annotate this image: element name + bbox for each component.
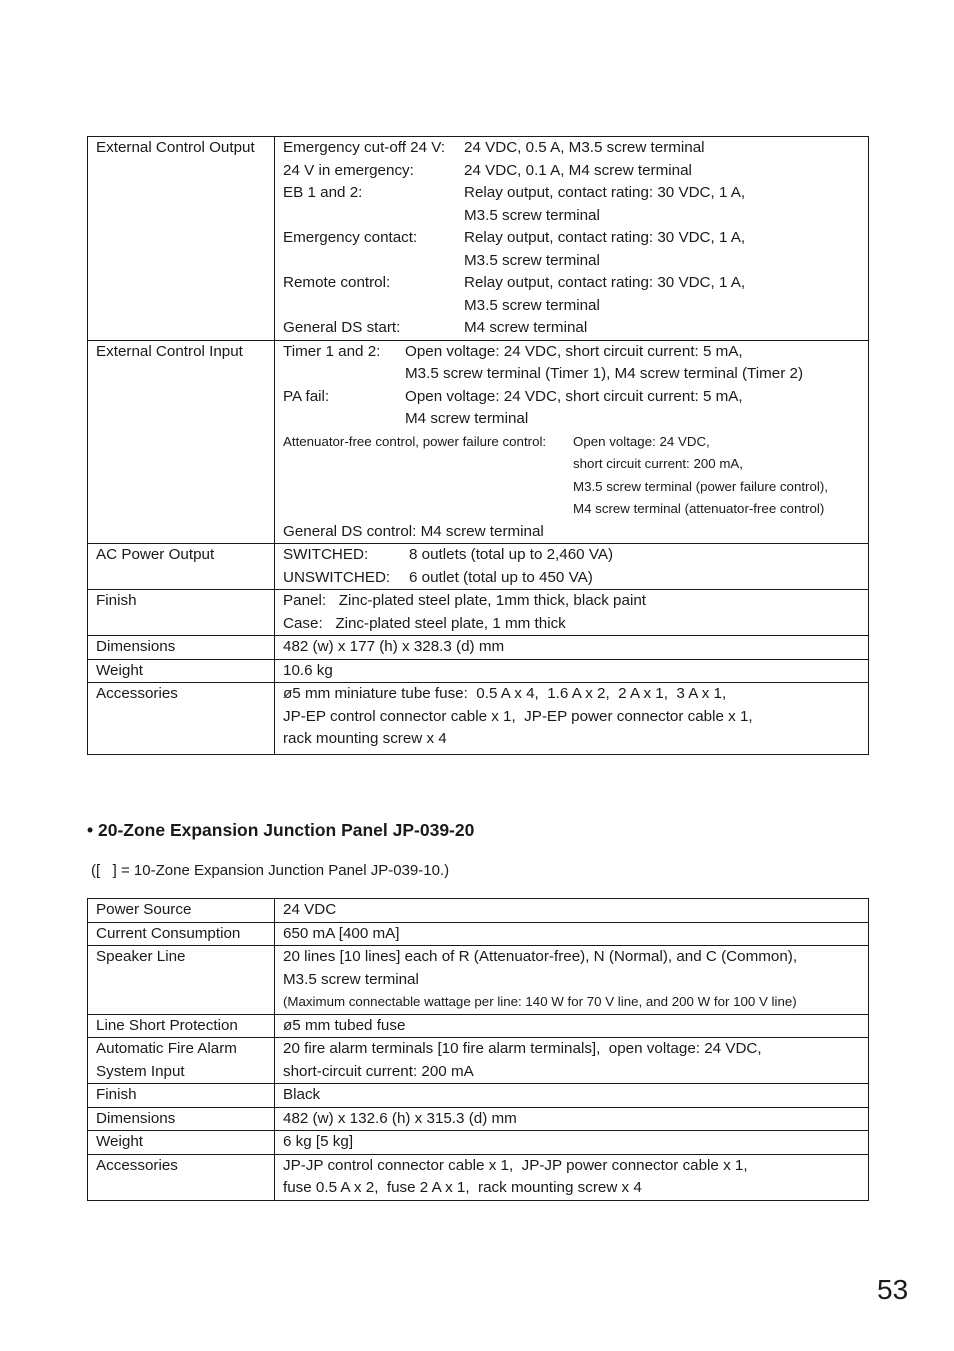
spec-key: PA fail:: [283, 387, 330, 405]
row-label: [88, 1038, 275, 1084]
spec-value: M3.5 screw terminal: [464, 251, 600, 269]
row-value: 650 mA [400 mA]: [275, 922, 869, 946]
spec-key: Emergency cut-off 24 V:: [283, 139, 446, 156]
spec-key: 24 V in emergency:: [283, 161, 414, 179]
row-value: [275, 1038, 869, 1084]
row-label: Current Consumption: [88, 922, 275, 946]
row-label: Weight: [88, 1131, 275, 1155]
table-row: [88, 544, 869, 590]
spec-value: 8 outlets (total up to 2,460 VA): [409, 546, 614, 563]
table-row: [88, 922, 869, 946]
spec-value: M3.5 screw terminal: [464, 206, 600, 224]
table-row: [88, 683, 869, 755]
row-label: Line Short Protection: [88, 1014, 275, 1038]
table-row: [88, 1154, 869, 1200]
spec-key: UNSWITCHED:: [283, 568, 391, 586]
row-value: [275, 590, 869, 636]
spec-value: 6 outlet (total up to 450 VA): [409, 568, 593, 586]
row-label: Finish: [88, 1084, 275, 1108]
section-title: • 20-Zone Expansion Junction Panel JP-039-20: [87, 820, 475, 840]
spec-value: 24 VDC, 0.5 A, M3.5 screw terminal: [464, 139, 705, 156]
row-label: Speaker Line: [88, 946, 275, 1015]
spec-key: Remote control:: [283, 274, 391, 291]
spec-value: M4 screw terminal: [405, 410, 529, 427]
table-row: [88, 137, 869, 341]
table-row: [88, 659, 869, 683]
row-value: 10.6 kg: [275, 659, 869, 683]
table-row: [88, 1131, 869, 1155]
row-label: Accessories: [88, 683, 275, 755]
spec-value: Open voltage: 24 VDC,: [573, 433, 710, 449]
table-row: [88, 946, 869, 1015]
spec-table-main: [87, 136, 869, 755]
spec-value: Open voltage: 24 VDC, short circuit current: 5 mA,: [405, 387, 743, 405]
row-label-line: System Input: [96, 1062, 185, 1080]
row-value: 6 kg [5 kg]: [275, 1131, 869, 1155]
row-label: Finish: [88, 590, 275, 636]
spec-table-expansion: [87, 898, 869, 1201]
row-label: Dimensions: [88, 636, 275, 660]
page-number: 53: [877, 1274, 909, 1305]
row-value: [275, 1154, 869, 1200]
spec-line: 20 fire alarm terminals [10 fire alarm terminals], open voltage: 24 VDC,: [283, 1040, 762, 1057]
spec-value: 24 VDC, 0.1 A, M4 screw terminal: [464, 161, 692, 179]
table-row: [88, 340, 869, 544]
spec-line: fuse 0.5 A x 2, fuse 2 A x 1, rack mounting screw x 4: [283, 1179, 642, 1196]
row-value: 482 (w) x 177 (h) x 328.3 (d) mm: [275, 636, 869, 660]
row-value: [275, 544, 869, 590]
spec-key: EB 1 and 2:: [283, 184, 363, 201]
spec-key: SWITCHED:: [283, 546, 369, 563]
row-label: AC Power Output: [88, 544, 275, 590]
spec-value: Relay output, contact rating: 30 VDC, 1 A,: [464, 274, 746, 291]
spec-key: Attenuator-free control, power failure control:: [283, 433, 547, 449]
spec-value: short circuit current: 200 mA,: [573, 456, 743, 471]
spec-value: M3.5 screw terminal (power failure control),: [573, 478, 828, 494]
spec-line: short-circuit current: 200 mA: [283, 1062, 474, 1080]
row-label-line: Automatic Fire Alarm: [96, 1040, 237, 1057]
row-value: 482 (w) x 132.6 (h) x 315.3 (d) mm: [275, 1107, 869, 1131]
spec-key: General DS start:: [283, 319, 401, 336]
table-row: [88, 1038, 869, 1084]
spec-line: General DS control: M4 screw terminal: [283, 522, 544, 540]
row-value: [275, 340, 869, 544]
spec-line: Case: Zinc-plated steel plate, 1 mm thick: [283, 614, 566, 632]
spec-line: (Maximum connectable wattage per line: 140 W for 70 V line, and 200 W for 100 V line): [283, 994, 797, 1009]
row-value: [275, 946, 869, 1015]
table-row: [88, 1107, 869, 1131]
section-note: ([ ] = 10-Zone Expansion Junction Panel JP-039-10.): [91, 862, 450, 879]
table-row: [88, 1084, 869, 1108]
spec-key: Emergency contact:: [283, 229, 418, 246]
spec-value: M3.5 screw terminal: [464, 296, 600, 314]
row-label: Weight: [88, 659, 275, 683]
table-row: [88, 636, 869, 660]
spec-line: JP-EP control connector cable x 1, JP-EP power connector cable x 1,: [283, 707, 753, 725]
spec-line: Panel: Zinc-plated steel plate, 1mm thick, black paint: [283, 592, 646, 609]
row-label: Accessories: [88, 1154, 275, 1200]
spec-line: M3.5 screw terminal: [283, 970, 419, 988]
row-label: Dimensions: [88, 1107, 275, 1131]
table-row: [88, 590, 869, 636]
spec-value: M4 screw terminal: [464, 319, 588, 336]
row-label: External Control Output: [88, 137, 275, 341]
spec-line: rack mounting screw x 4: [283, 730, 447, 747]
row-value: Black: [275, 1084, 869, 1108]
spec-line: 20 lines [10 lines] each of R (Attenuator-free), N (Normal), and C (Common),: [283, 948, 798, 965]
spec-key: Timer 1 and 2:: [283, 342, 381, 360]
spec-value: M3.5 screw terminal (Timer 1), M4 screw terminal (Timer 2): [405, 365, 804, 382]
spec-value: Relay output, contact rating: 30 VDC, 1 A,: [464, 229, 746, 246]
table-row: [88, 899, 869, 923]
table-row: [88, 1014, 869, 1038]
row-value: [275, 137, 869, 341]
row-value: 24 VDC: [275, 899, 869, 923]
spec-value: M4 screw terminal (attenuator-free control): [573, 501, 825, 516]
row-label: External Control Input: [88, 340, 275, 544]
row-label: Power Source: [88, 899, 275, 923]
spec-line: ø5 mm miniature tube fuse: 0.5 A x 4, 1.6 A x 2, 2 A x 1, 3 A x 1,: [283, 685, 727, 702]
spec-value: Open voltage: 24 VDC, short circuit current: 5 mA,: [405, 342, 743, 360]
spec-value: Relay output, contact rating: 30 VDC, 1 A,: [464, 184, 746, 201]
row-value: ø5 mm tubed fuse: [275, 1014, 869, 1038]
row-value: [275, 683, 869, 755]
spec-line: JP-JP control connector cable x 1, JP-JP power connector cable x 1,: [283, 1156, 748, 1174]
